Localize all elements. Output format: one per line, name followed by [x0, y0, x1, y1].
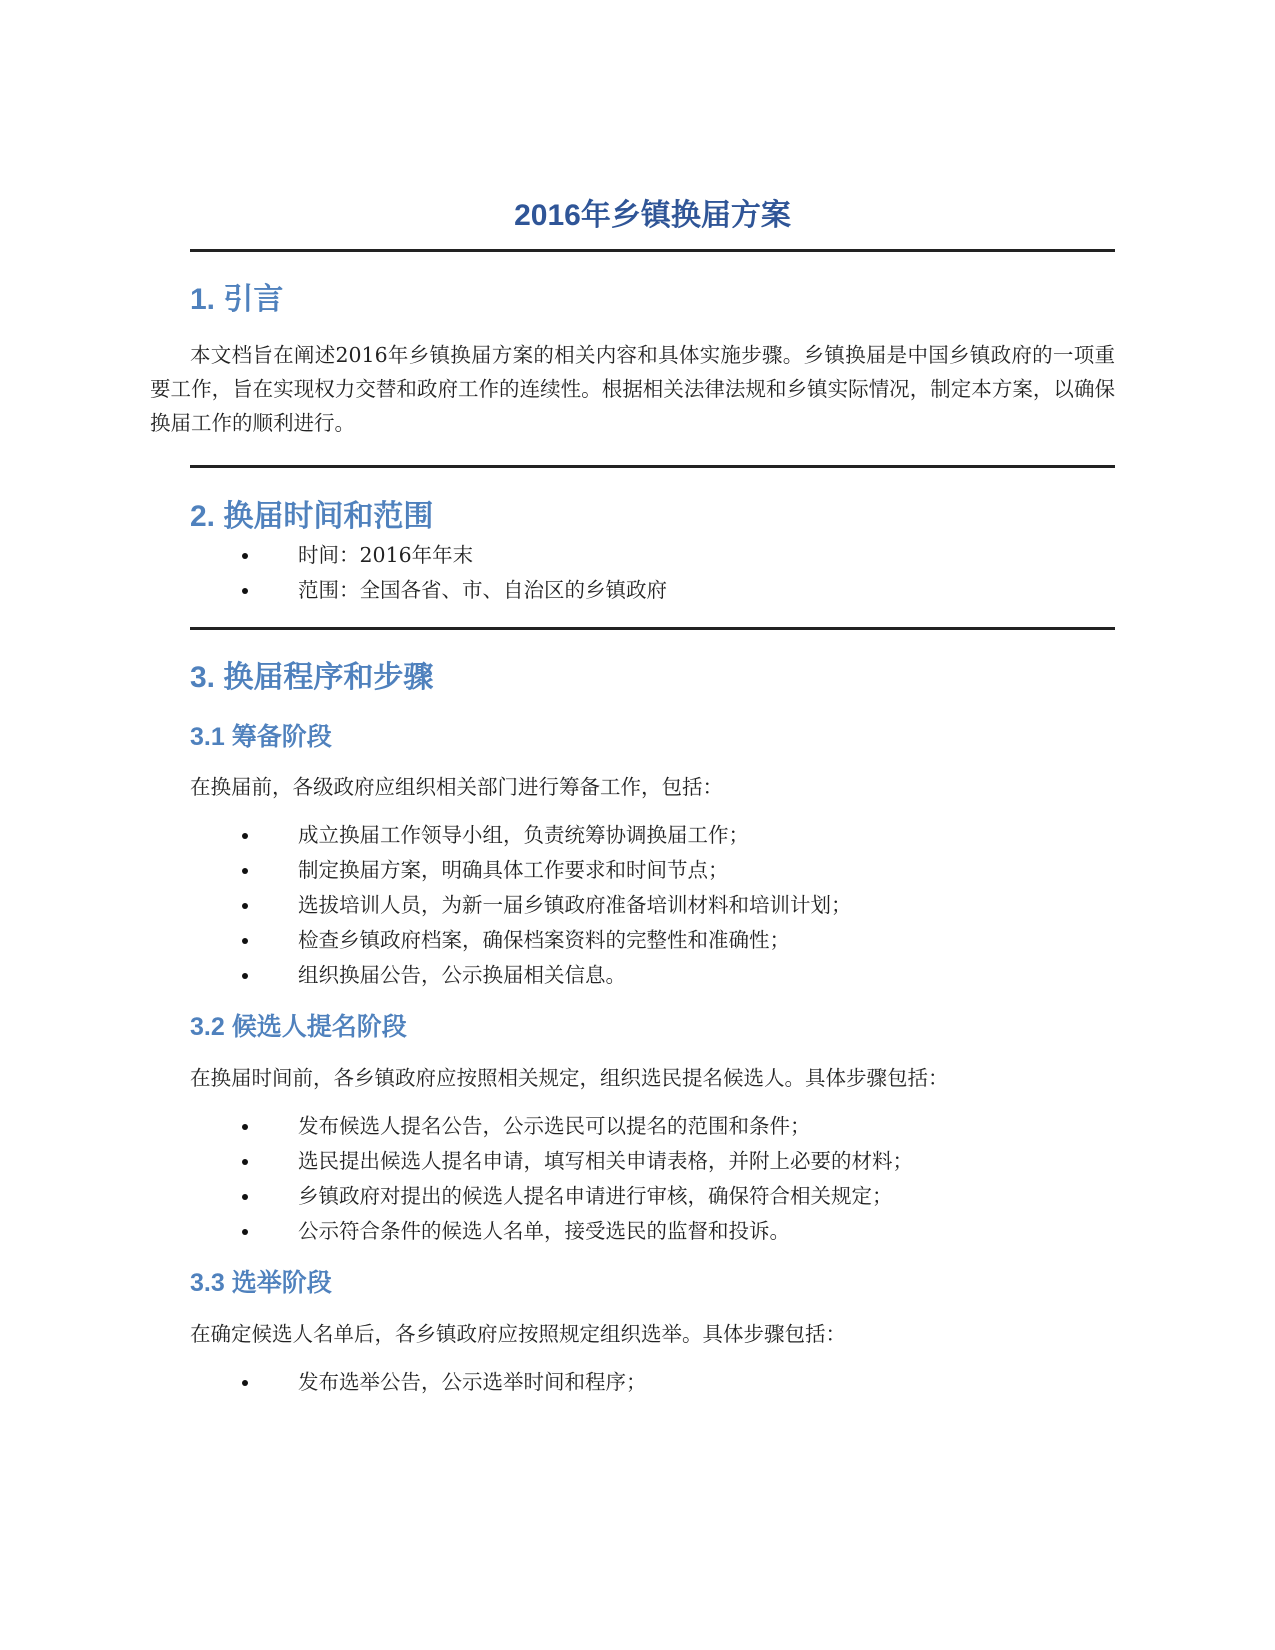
document-page: 2016年乡镇换届方案 1. 引言 本文档旨在阐述2016年乡镇换届方案的相关内容和具体实施步骤。乡镇换届是中国乡镇政府的一项重要工作，旨在实现权力交替和政府工作的连续性。根据相关法律法规和乡镇实际情况，制定本方案，以确保换届工作的顺利进行。 2. 换届时间和范围 时间：2016年年末 范围：全国各省、市、自治区的乡镇政府 3. 换届程序和步骤 3.1 筹备阶段 在换届前，各级政府应组织相关部门进行筹备工作，包括： 成立换届工作领导小组，负责统筹协调换届工作； 制定换届方案，明确具体工作要求和时间节点； 选拔培训人员，为新一届乡镇政府准备培训材料和培训计划； 检查乡镇政府档案，确保档案资料的完整性和准确性； 组织换届公告，公示换届相关信息。 3.2 候选人提名阶段 在换届时间前，各乡镇政府应按照相关规定，组织选民提名候选人。具体步骤包括： 发布候选人提名公告，公示选民可以提名的范围和条件； 选民提出候选人提名申请，填写相关申请表格，并附上必要的材料； 乡镇政府对提出的候选人提名申请进行审核，确保符合相关规定； 公示符合条件的候选人名单，接受选民的监督和投诉。 3.3 选举阶段 在确定候选人名单后，各乡镇政府应按照规定组织选举。具体步骤包括： 发布选举公告，公示选举时间和程序；: [0, 0, 1275, 1650]
subsection-heading-prep: 3.1 筹备阶段: [190, 723, 332, 751]
section-heading-intro: 1. 引言: [190, 283, 284, 316]
bullet-icon: [242, 973, 248, 979]
bullet-icon: [242, 1159, 248, 1165]
subsection-heading-election: 3.3 选举阶段: [190, 1269, 332, 1297]
bullet-icon: [242, 588, 248, 594]
election-lead: 在确定候选人名单后，各乡镇政府应按照规定组织选举。具体步骤包括：: [190, 1322, 846, 1346]
divider: [190, 465, 1115, 468]
nomination-lead: 在换届时间前，各乡镇政府应按照相关规定，组织选民提名候选人。具体步骤包括：: [190, 1066, 949, 1090]
bullet-icon: [242, 833, 248, 839]
divider: [190, 249, 1115, 252]
bullet-icon: [242, 1124, 248, 1130]
section-heading-time-scope: 2. 换届时间和范围: [190, 500, 434, 533]
document-title: 2016年乡镇换届方案: [514, 199, 791, 232]
subsection-heading-nomination: 3.2 候选人提名阶段: [190, 1013, 407, 1041]
bullet-icon: [242, 868, 248, 874]
bullet-icon: [242, 1194, 248, 1200]
divider: [190, 627, 1115, 630]
bullet-icon: [242, 1229, 248, 1235]
bullet-icon: [242, 553, 248, 559]
intro-paragraph: 本文档旨在阐述2016年乡镇换届方案的相关内容和具体实施步骤。乡镇换届是中国乡镇政府的一项重要工作，旨在实现权力交替和政府工作的连续性。根据相关法律法规和乡镇实际情况，制定本方案，以确保换届工作的顺利进行。: [150, 343, 1115, 435]
bullet-icon: [242, 1380, 248, 1386]
bullet-icon: [242, 903, 248, 909]
prep-lead: 在换届前，各级政府应组织相关部门进行筹备工作，包括：: [190, 775, 723, 799]
section-heading-procedure: 3. 换届程序和步骤: [190, 661, 434, 694]
bullet-icon: [242, 938, 248, 944]
